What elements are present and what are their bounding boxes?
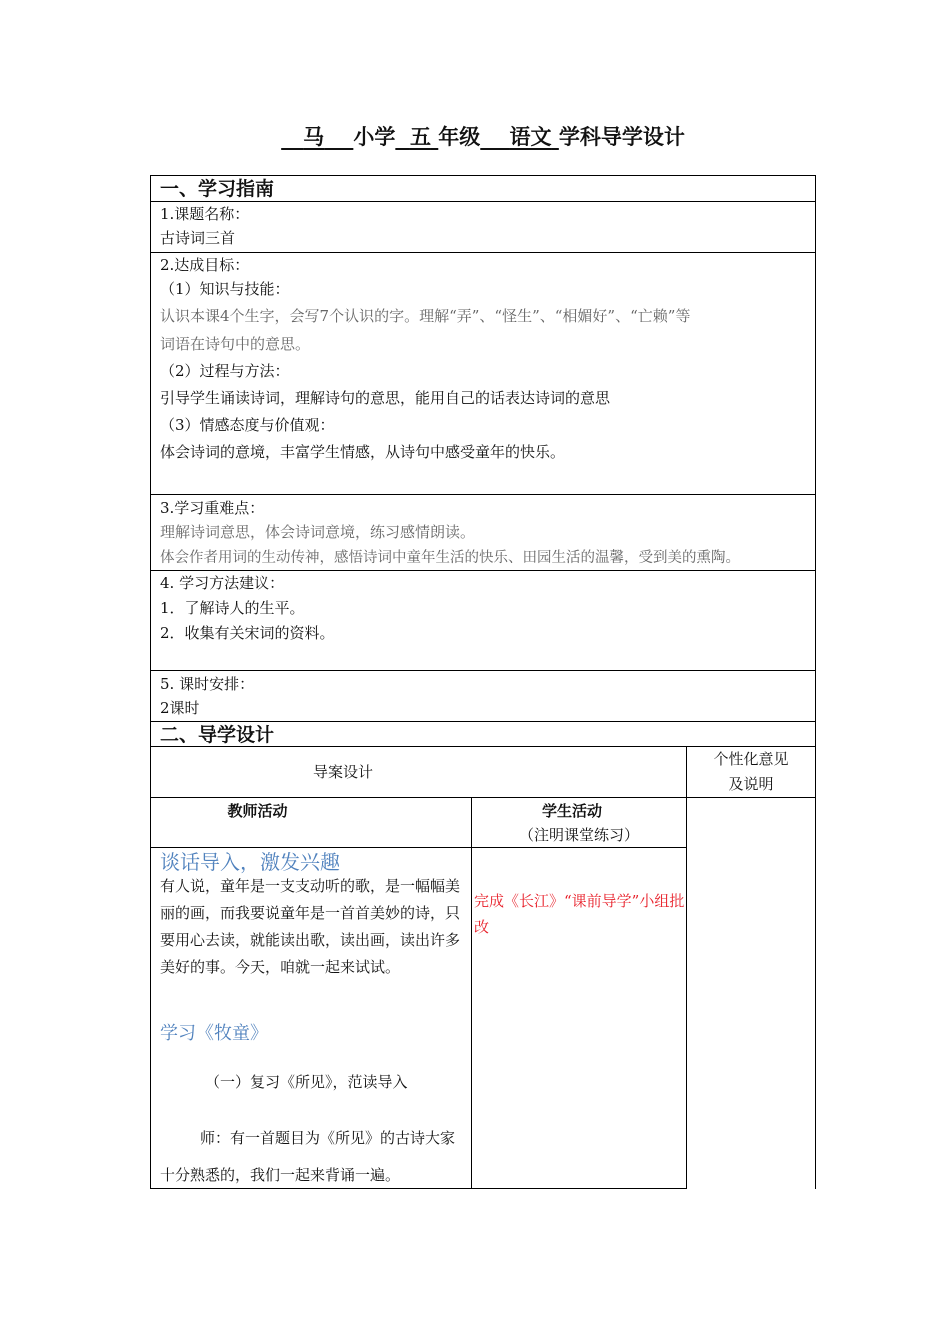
subject-label: 学科导学设计 <box>558 125 685 149</box>
teacher-paragraph-2-line1: 师：有一首题目为《所见》的古诗大家 <box>200 1129 456 1147</box>
teacher-paragraph-2-line2: 十分熟悉的，我们一起来背诵一遍。 <box>160 1166 401 1184</box>
topic-label: 1.课题名称： <box>160 205 250 223</box>
goal1-text-line1: 认识本课4个生字，会写7个认识的字。理解“弄”、“怪生”、“相媚好”、“亡赖”等 <box>160 307 691 325</box>
school-blank: 马 <box>303 125 325 149</box>
keypoint-1: 理解诗词意思，体会诗词意境，练习感情朗读。 <box>160 523 476 541</box>
schedule-label: 5. 课时安排： <box>160 675 255 693</box>
methods-label: 4. 学习方法建议： <box>160 574 285 592</box>
section-heading-guided-design: 二、导学设计 <box>160 724 275 746</box>
student-activity-subheader: （注明课堂练习） <box>518 826 639 844</box>
subject-blank: 语文 <box>509 125 552 149</box>
grade-blank: 五 <box>409 125 431 149</box>
school-label: 小学 <box>353 125 396 149</box>
goals-label: 2.达成目标： <box>160 256 250 274</box>
method-1: 1．了解诗人的生平。 <box>160 599 305 617</box>
schedule-value: 2课时 <box>160 699 200 717</box>
goal1-label: （1）知识与技能： <box>160 280 290 298</box>
section-heading-study-guide: 一、学习指南 <box>160 178 275 200</box>
personal-header-line1: 个性化意见 <box>713 750 789 768</box>
teacher-intro-paragraph: 有人说，童年是一支支动听的歌，是一幅幅美丽的画，而我要说童年是一首首美妙的诗，只要用心去读，就能读出歌，读出画，读出许多美好的事。今天，咱就一起来试试。 <box>160 877 461 976</box>
goal1-text-line2: 词语在诗句中的意思。 <box>160 335 311 353</box>
goal2-text: 引导学生诵读诗词，理解诗句的意思，能用自己的话表达诗词的意思 <box>160 389 611 407</box>
teacher-activity-header: 教师活动 <box>227 802 288 820</box>
keypoints-label: 3.学习重难点： <box>160 499 265 517</box>
topic-value: 古诗词三首 <box>160 229 236 247</box>
student-activity-text: 完成《长江》“课前导学”小组批改 <box>474 892 685 936</box>
design-header: 导案设计 <box>312 763 373 781</box>
goal3-text: 体会诗词的意境，丰富学生情感，从诗句中感受童年的快乐。 <box>160 443 566 461</box>
keypoint-2: 体会作者用词的生动传神，感悟诗词中童年生活的快乐、田园生活的温馨，受到美的熏陶。 <box>160 550 740 566</box>
grade-label: 年级 <box>438 125 481 149</box>
teacher-heading-intro: 谈话导入，激发兴趣 <box>160 850 340 874</box>
goal2-label: （2）过程与方法： <box>160 362 290 380</box>
teacher-step-1: （一）复习《所见》，范读导入 <box>205 1073 408 1091</box>
page-title <box>150 121 816 151</box>
teacher-heading-mutong: 学习《牧童》 <box>160 1023 268 1044</box>
personal-header-line2: 及说明 <box>728 775 774 793</box>
goal3-label: （3）情感态度与价值观： <box>160 416 335 434</box>
student-activity-header: 学生活动 <box>541 802 602 820</box>
method-2: 2．收集有关宋词的资料。 <box>160 624 335 642</box>
